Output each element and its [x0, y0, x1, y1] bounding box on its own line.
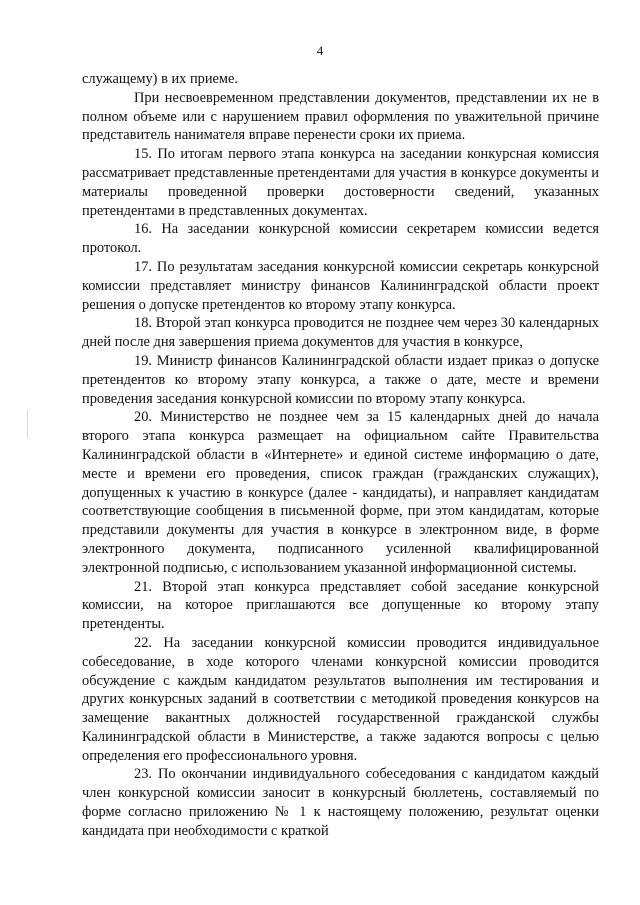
paragraph-item-22: 22. На заседании конкурсной комиссии проводится индивидуальное собеседование, в ходе которого членами конкурсной комиссии проводится обсуждение с каждым кандидатом результатов выполнения им тестирования и других конкурсных заданий в соответствии с методикой проведения конкурсов на замещение вакантных должностей государственной гражданской службы Калининградской области в Министерстве, а также задаются вопросы с целью определения его профессионального уровня. — [82, 634, 599, 764]
margin-mark — [27, 410, 28, 438]
paragraph-item-21: 21. Второй этап конкурса представляет собой заседание конкурсной комиссии, на которое приглашаются все допущенные ко второму этапу претенденты. — [82, 578, 599, 633]
paragraph-item-18: 18. Второй этап конкурса проводится не позднее чем через 30 календарных дней после дня завершения приема документов для участия в конкурсе, — [82, 315, 599, 351]
paragraph-late-submission: При несвоевременном представлении документов, представлении их не в полном объеме или с нарушением правил оформления по уважительной причине представитель нанимателя вправе перенести сроки их приема. — [82, 89, 599, 144]
paragraph-item-23: 23. По окончании индивидуального собеседования с кандидатом каждый член конкурсной комиссии заносит в конкурсный бюллетень, составляемый по форме согласно приложению № 1 к настоящему положению, результат оценки кандидата при необходимости с краткой — [82, 766, 599, 839]
paragraph-item-19: 19. Министр финансов Калининградской области издает приказ о допуске претендентов ко второму этапу конкурса, а также о дате, месте и времени проведения заседания конкурсной комиссии по второму этапу конкурса. — [82, 352, 599, 407]
paragraph-item-17: 17. По результатам заседания конкурсной комиссии секретарь конкурсной комиссии представляет министру финансов Калининградской области проект решения о допуске претендентов ко второму этапу конкурса. — [82, 258, 599, 313]
document-body — [82, 70, 599, 841]
paragraph-continuation: служащему) в их приеме. — [82, 71, 239, 87]
paragraph-item-16: 16. На заседании конкурсной комиссии секретарем комиссии ведется протокол. — [82, 221, 599, 257]
page-number: 4 — [316, 43, 324, 58]
paragraph-item-15: 15. По итогам первого этапа конкурса на заседании конкурсная комиссия рассматривает представленные претендентами для участия в конкурсе документы и материалы проведенной проверки достоверности сведений, указанных претендентами в представленных документах. — [82, 146, 599, 219]
paragraph-item-20: 20. Министерство не позднее чем за 15 календарных дней до начала второго этапа конкурса размещает на официальном сайте Правительства Калининградской области в «Интернете» и единой системе информацию о дате, месте и времени его проведения, список граждан (гражданских служащих), допущенных к участию в конкурсе (далее - кандидаты), и направляет кандидатам соответствующие сообщения в письменной форме, при этом кандидатам, которые представили документы для участия в конкурсе в электронном виде, в форме электронного документа, подписанного усиленной квалифицированной электронной подписью, с использованием указанной информационной системы. — [82, 409, 599, 576]
